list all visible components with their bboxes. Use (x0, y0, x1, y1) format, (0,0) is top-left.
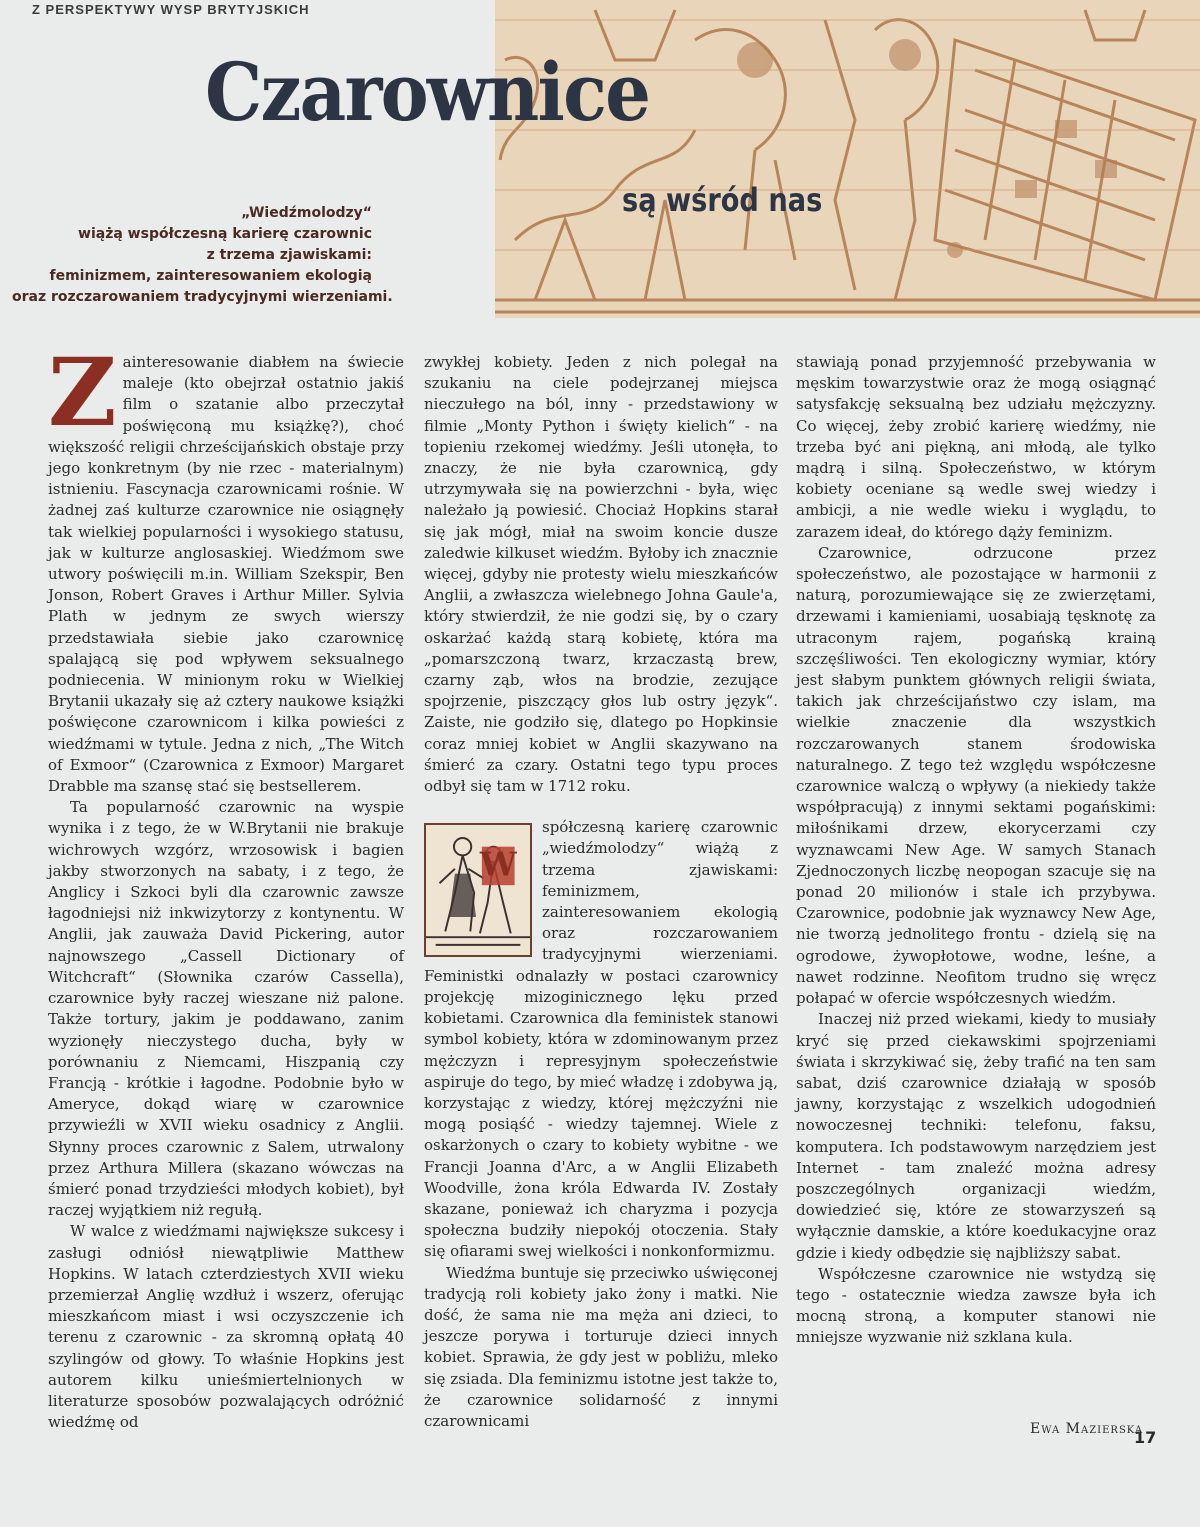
body-paragraph: Wiedźma buntuje się przeciwko uświęconej tradycją roli kobiety jako żony i matki. Nie dość, że sama nie ma męża ani dzieci, to jeszcze porywa i torturuje dzieci innych kobiet. Sprawia, że gdy jest w pobliżu, mleko się zsiada. Dla feminizmu istotne jest także to, że czarownice solidarność z innymi czarownicami (424, 1263, 778, 1430)
paragraph-text: ainteresowanie diabłem na świecie maleje (kto obejrzał ostatnio jakiś film o szatanie albo przeczytał poświęconą mu książkę?), choć większość religii chrześcijańskich obstaje przy jego konkretnym (by nie rzec - materialnym) istnieniu. Fascynacja czarownicami rośnie. W żadnej zaś kulturze czarownice nie osiągnęły tak wielkiej popularności i wysokiego statusu, jak w kulturze anglosaskiej. Wiedźmom swe utwory poświęcili m.in. William Szekspir, Ben Jonson, Robert Graves i Arthur Miller. Sylvia Plath w jednym ze swych wierszy przedstawiała siebie jako czarownicę spalającą się pod wpływem seksualnego podniecenia. W minionym roku w Wielkiej Brytanii ukazały się aż cztery naukowe książki poświęcone czarownicom i kilka powieści z wiedźmami w tytule. Jedna z nich, „The Witch of Exmoor“ (Czarownica z Exmoor) Margaret Drabble ma szansę stać się bestsellerem. (48, 353, 404, 796)
body-paragraph: Ta popularność czarownic na wyspie wynika i z tego, że w W.Brytanii nie brakuje wichrowych wzgórz, wrzosowisk i bagien jakby stworzonych na sabaty, i z tego, że Anglicy i Szkoci byli dla czarownic zawsze łagodniejsi niż inkwizytorzy z kontynentu. W Anglii, jak zauważa David Pickering, autor najnowszego „Cassell Dictionary of Witchcraft“ (Słownika czarów Cassella), czarownice były raczej wieszane niż palone. Także tortury, jakim je poddawano, zanim wyzionęły nieczystego ducha, były w porównaniu z Niemcami, Hiszpanią czy Francją - krótkie i łagodne. Podobnie było w Ameryce, dokąd wiarę w czarownice przywieźli w XVII wieku osadnicy z Anglii. Słynny proces czarownic z Salem, utrwalony przez Arthura Millera (skazano wówczas na śmierć ponad trzydzieści młodych kobiet), był raczej wyjątkiem niż regułą. (48, 798, 404, 1220)
article-subtitle: są wśród nas (622, 181, 823, 219)
lead-line: z trzema zjawiskami: (206, 247, 372, 263)
body-paragraph: W walce z wiedźmami największe sukcesy i zasługi odniósł niewątpliwie Matthew Hopkins. W latach czterdziestych XVII wieku przemierzał Anglię wzdłuż i wszerz, oferując mieszkańcom miast i wsi oczyszczenie ich terenu z czarownic - za skromną opłatą 40 szylingów od głowy. To właśnie Hopkins jest autorem kilku unieśmiertelnionych w literaturze sposobów pozwalających odróżnić wiedźmę od (48, 1222, 404, 1432)
page-number: 17 (1134, 1428, 1157, 1447)
article-title: Czarownice (205, 45, 650, 139)
paragraph-text: spółczesną karierę czarownic „wiedźmolodzy“ wiążą z trzema zjawiskami: feminizmem, zainteresowaniem ekologią oraz rozczarowaniem tradycyjnymi wierzeniami. Feministki odnalazły w postaci czarownicy projekcję mizoginicznego lęku przed kobietami. Czarownica dla feministek stanowi symbol kobiety, która w zdominowanym przez mężczyzn i represyjnym społeczeństwie aspiruje do tego, by mieć władzę i zdobywa ją, korzystając z wiedzy, której mężczyźni nie mogą posiąść - wiedzy tajemnej. Wiele z oskarżonych o czary to kobiety wybitne - we Francji Joanna d'Arc, a w Anglii Elizabeth Woodville, żona króla Edwarda IV. Zostały skazane, ponieważ ich charyzma i pozycja społeczna budziły niepokój otoczenia. Stały się ofiarami swej wielkości i nonkonformizmu. (424, 818, 778, 1261)
drop-cap: Z (48, 338, 117, 448)
section-kicker: Z PERSPEKTYWY WYSP BRYTYJSKICH (32, 2, 310, 17)
lead-line: wiążą współczesną karierę czarownic (78, 226, 372, 242)
body-paragraph (424, 817, 778, 1262)
body-paragraph (48, 338, 404, 797)
author-byline: Ewa Mazierska (1030, 1421, 1144, 1437)
body-paragraph: Czarownice, odrzucone przez społeczeństwo, ale pozostające w harmonii z naturą, porozumiewające się ze zwierzętami, drzewami i kamieniami, uosabiają tęsknotę za utraconym rajem, pogańską krainą szczęśliwości. Ten ekologiczny wymiar, który jest słabym punktem głównych religii świata, takich jak chrześcijaństwo czy islam, ma wielkie znaczenie dla wszystkich rozczarowanych stanem środowiska naturalnego. Z tego też względu współczesne czarownice walczą o wpływy (a niekiedy także współpracują) z innymi sektami pogańskimi: miłośnikami drzew, ekorycerzami czy wyznawcami New Age. W samych Stanach Zjednoczonych liczbę neopogan szacuje się na ponad 20 milionów i stale ich przybywa. Czarownice, podobnie jak wyznawcy New Age, nie tworzą jednolitego frontu - dzielą się na ogrodowe, żywopłotowe, wodne, leśne, a nawet rodzinne. Neofitom trudno się wręcz połapać w ofercie współczesnych wiedźm. (796, 543, 1156, 1008)
witch-woodcut-inset (424, 823, 532, 957)
text-column-2 (424, 352, 778, 1432)
inset-drop-cap: W (479, 844, 517, 884)
lead-line: „Wiedźmolodzy“ (241, 205, 372, 221)
text-column-3 (796, 352, 1156, 1349)
text-column-1 (48, 338, 404, 1433)
body-paragraph: zwykłej kobiety. Jeden z nich polegał na szukaniu na ciele podejrzanej miejsca nieczułego na ból, inny - przedstawiony w filmie „Monty Python i święty kielich“ - na topieniu rzekomej wiedźmy. Jeśli utonęła, to znaczy, że nie była czarownicą, gdy utrzymywała się na powierzchni - była, więc należało ją powiesić. Chociaż Hopkins starał się jak mógł, miał na swoim koncie dusze zaledwie kilkuset wiedźm. Byłoby ich znacznie więcej, gdyby nie protesty wielu mieszkańców Anglii, a zwłaszcza wielebnego Johna Gaule'a, który stwierdził, że nie godzi się, by o czary oskarżać każdą starą kobietę, która ma „pomarszczoną twarz, krzaczastą brew, czarny ząb, włos na brodzie, zezujące spojrzenie, piszczący głos lub ostry język“. Zaiste, nie godziło się, dlatego po Hopkinsie coraz mniej kobiet w Anglii skazywano na śmierć za czary. Ostatni tego typu proces odbył się tam w 1712 roku. (424, 353, 778, 796)
body-paragraph: Współczesne czarownice nie wstydzą się tego - ostatecznie wiedza zawsze była ich mocną stroną, a komputer stanowi nie mniejsze wyzwanie niż szklana kula. (796, 1264, 1156, 1347)
witch-figures-drawing (426, 825, 530, 955)
lead-paragraph (12, 203, 393, 308)
lead-line: feminizmem, zainteresowaniem ekologią (49, 268, 372, 284)
lead-line: oraz rozczarowaniem tradycyjnymi wierzeniami. (12, 289, 393, 305)
body-paragraph: Inaczej niż przed wiekami, kiedy to musiały kryć się przed ciekawskimi spojrzeniami świata i skrzykiwać się, żeby trafić na ten sam sabat, dziś czarownice działają w sposób jawny, korzystając z wszelkich udogodnień nowoczesnej techniki: telefonu, faksu, komputera. Ich podstawowym narzędziem jest Internet - tam znaleźć można adresy poszczególnych organizacji wiedźm, dowiedzieć się, które ze stowarzyszeń są wyłącznie damskie, a które koedukacyjne oraz gdzie i kiedy odbędzie się najbliższy sabat. (796, 1010, 1156, 1262)
body-paragraph: stawiają ponad przyjemność przebywania w męskim towarzystwie oraz że mogą osiągnąć satysfakcję seksualną bez udziału mężczyzny. Co więcej, żeby zrobić karierę wiedźmy, nie trzeba być ani piękną, ani młodą, ale tylko mądrą i silną. Społeczeństwo, w którym kobiety oceniane są wedle swej wiedzy i ambicji, a nie wedle wieku i wyglądu, to zarazem ideał, do którego dąży feminizm. (796, 353, 1156, 541)
